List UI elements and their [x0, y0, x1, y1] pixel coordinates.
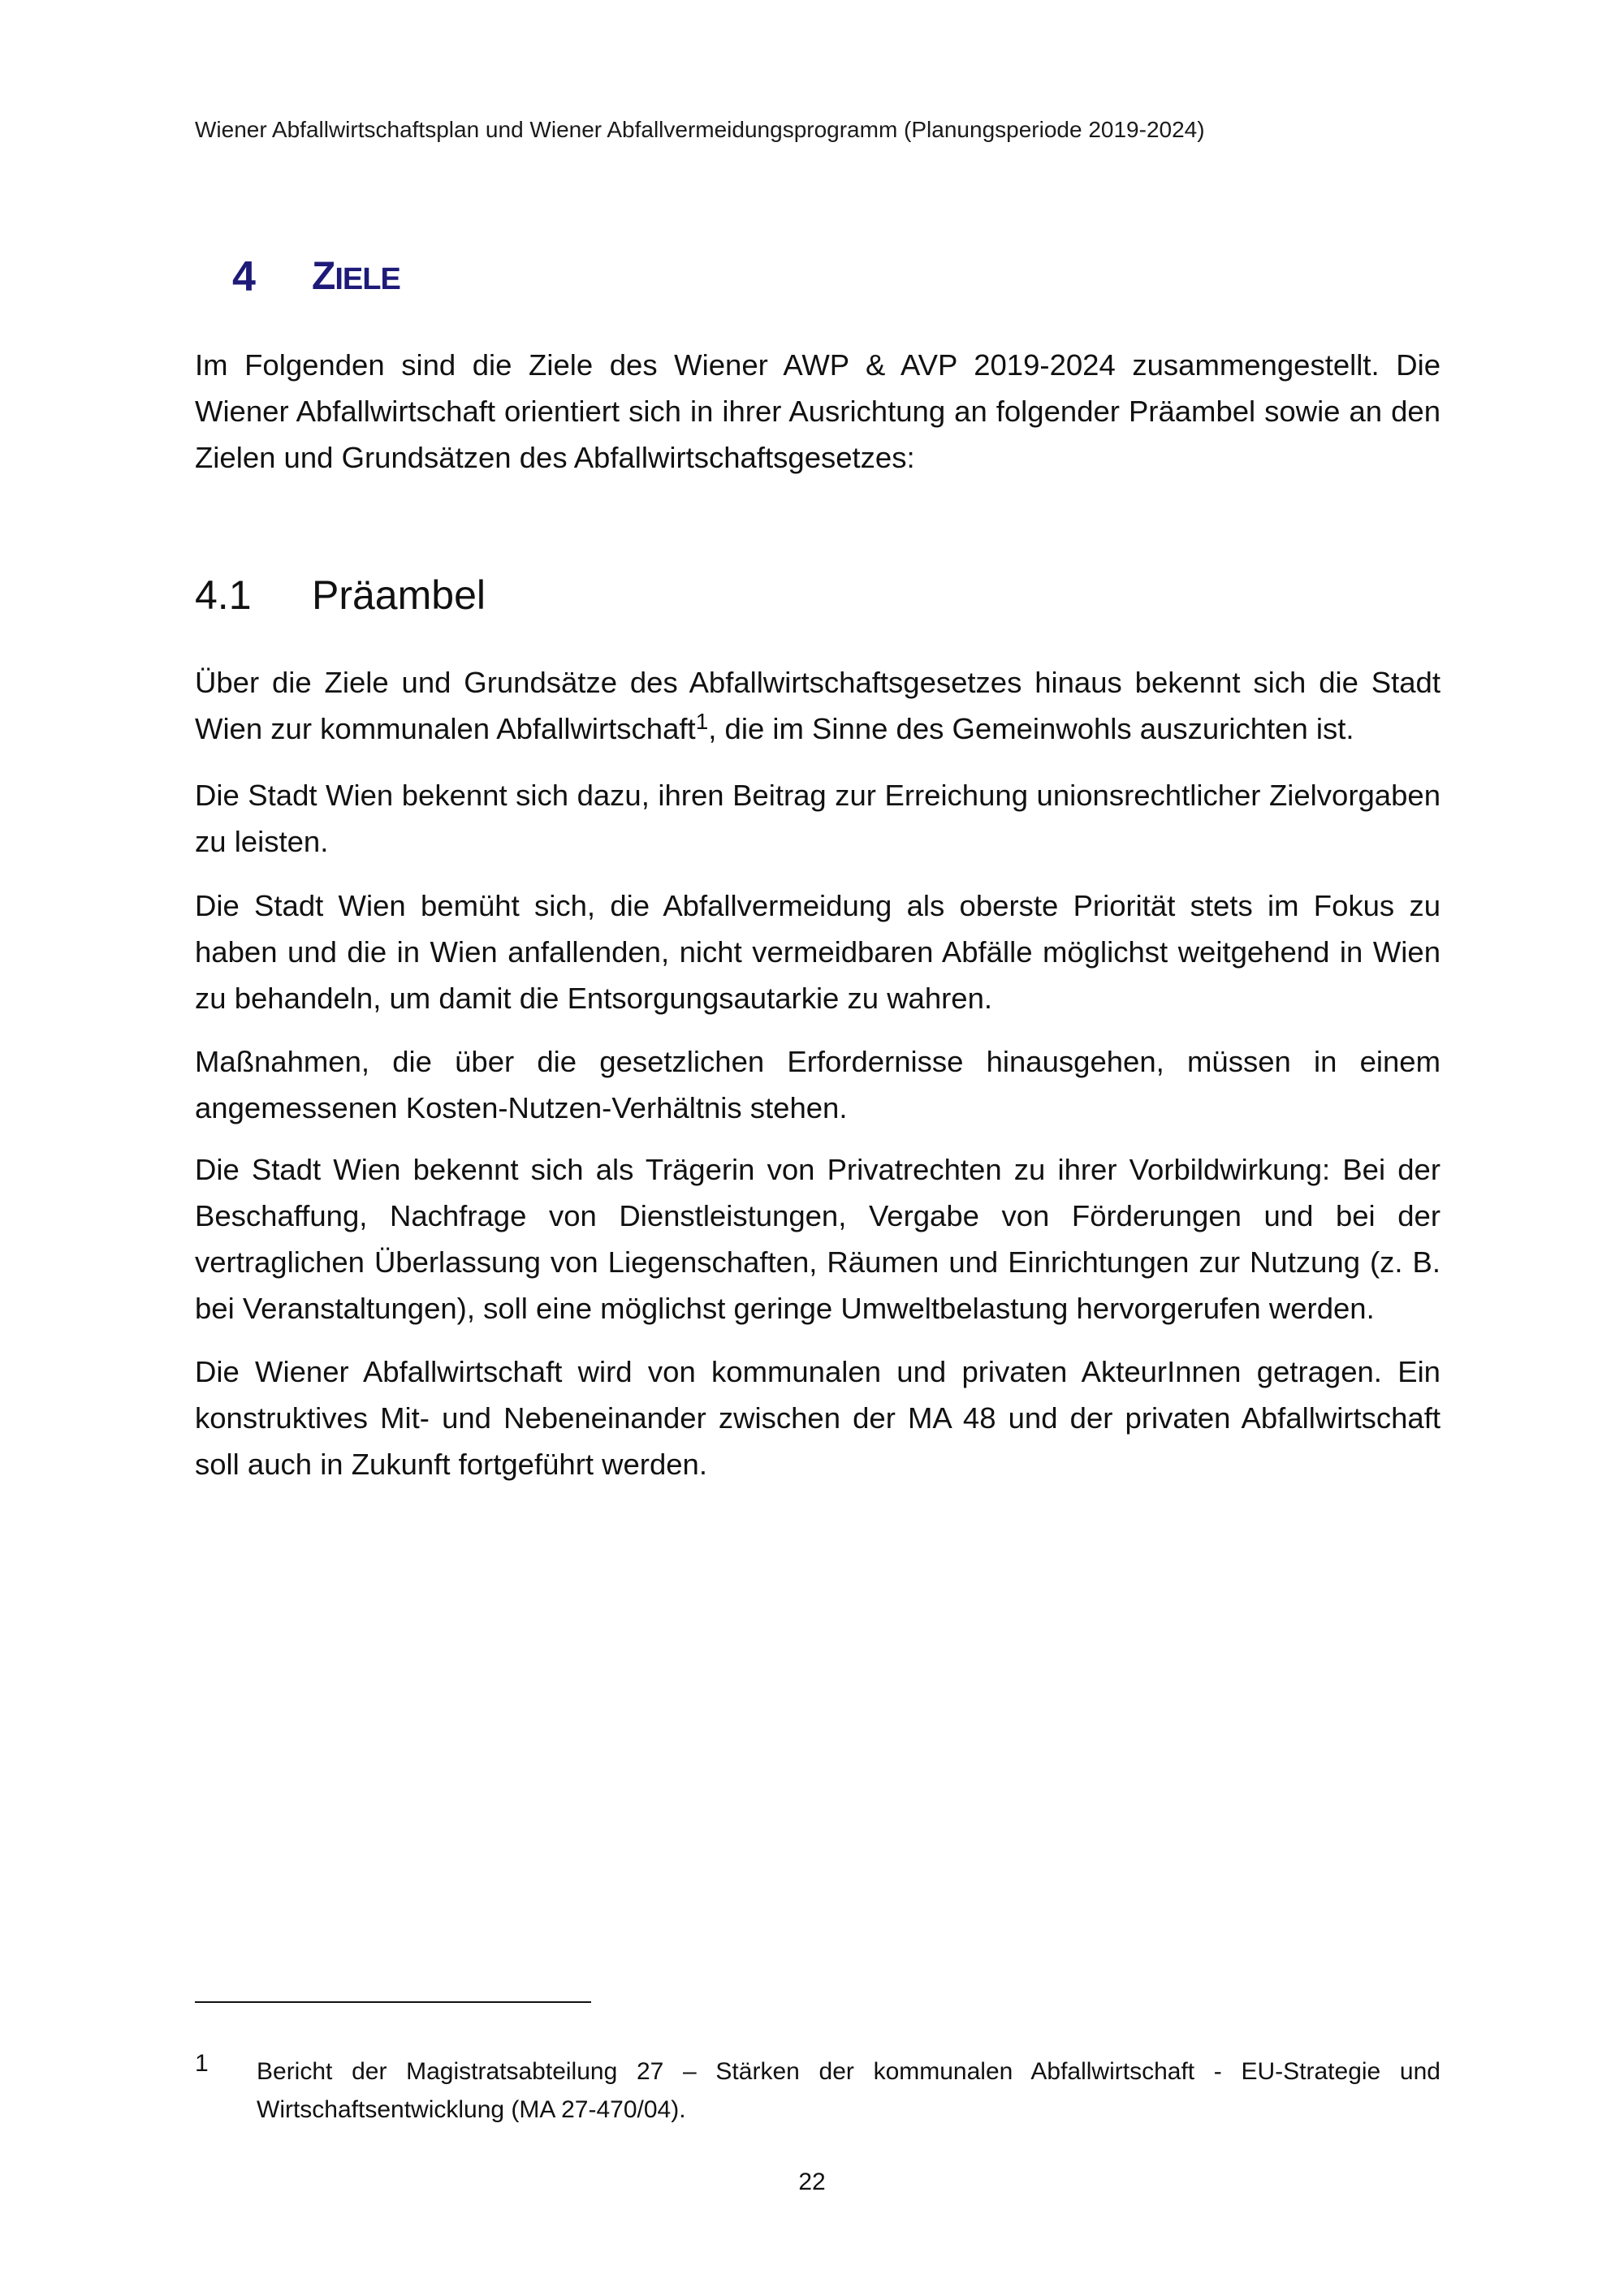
- chapter-title: [312, 248, 400, 308]
- preamble-paragraph-5: Die Stadt Wien bekennt sich als Trägerin von Privatrechten zu ihrer Vorbildwirkung: Bei der Beschaffung, Nachfrage von Dienstleistungen, Vergabe von Förderungen und bei der vertraglichen Überlassung von Liegenschaften, Räumen und Einrichtungen zur Nutzung (z. B. bei Veranstaltungen), soll eine möglichst geringe Umweltbelastung hervorgerufen werden.: [195, 1153, 1440, 1325]
- chapter-title-rest: IELE: [335, 262, 400, 296]
- preamble-paragraph-6: Die Wiener Abfallwirtschaft wird von kommunalen und privaten AkteurInnen getragen. Ein konstruktives Mit- und Nebeneinander zwischen der MA 48 und der privaten Abfallwirtschaft soll auch in Zukunft fortgeführt werden.: [195, 1355, 1440, 1481]
- preamble-paragraph-4: Maßnahmen, die über die gesetzlichen Erfordernisse hinausgehen, müssen in einem angemessenen Kosten-Nutzen-Verhältnis stehen.: [195, 1045, 1440, 1124]
- preamble-paragraph-2: Die Stadt Wien bekennt sich dazu, ihren Beitrag zur Erreichung unionsrechtlicher Zielvorgaben zu leisten.: [195, 779, 1440, 858]
- footnote-separator: [195, 2001, 591, 2003]
- running-header: Wiener Abfallwirtschaftsplan und Wiener Abfallvermeidungsprogramm (Planungsperiode 2019-2024): [195, 117, 1205, 142]
- intro-paragraph: Im Folgenden sind die Ziele des Wiener AWP & AVP 2019-2024 zusammengestellt. Die Wiener Abfallwirtschaft orientiert sich in ihrer Ausrichtung an folgender Präambel sowie an den Zielen und Grundsätzen des Abfallwirtschaftsgesetzes:: [195, 348, 1440, 474]
- section-number: 4.1: [195, 572, 252, 618]
- chapter-title-initial: Z: [312, 255, 335, 298]
- footnote-reference[interactable]: 1: [695, 709, 709, 734]
- paragraph-1-text-start: Über die Ziele und Grundsätze des Abfallwirtschaftsgesetzes hinaus bekennt sich die Stadt Wien zur kommunalen Abfallwirtschaft: [195, 666, 1440, 745]
- preamble-paragraph-3: Die Stadt Wien bemüht sich, die Abfallvermeidung als oberste Priorität stets im Fokus zu haben und die in Wien anfallenden, nicht vermeidbaren Abfälle möglichst weitgehend in Wien zu behandeln, um damit die Entsorgungsautarkie zu wahren.: [195, 889, 1440, 1015]
- preamble-paragraph-1: [195, 659, 1440, 752]
- footnote-marker: 1: [195, 2050, 209, 2077]
- chapter-number: 4: [232, 253, 256, 300]
- section-title: Präambel: [312, 572, 486, 618]
- paragraph-1-text-end: , die im Sinne des Gemeinwohls auszurichten ist.: [708, 712, 1354, 745]
- footnote-text: Bericht der Magistratsabteilung 27 – Stärken der kommunalen Abfallwirtschaft - EU-Strategie und Wirtschaftsentwicklung (MA 27-470/04).: [257, 2058, 1440, 2123]
- page-number: 22: [798, 2169, 826, 2195]
